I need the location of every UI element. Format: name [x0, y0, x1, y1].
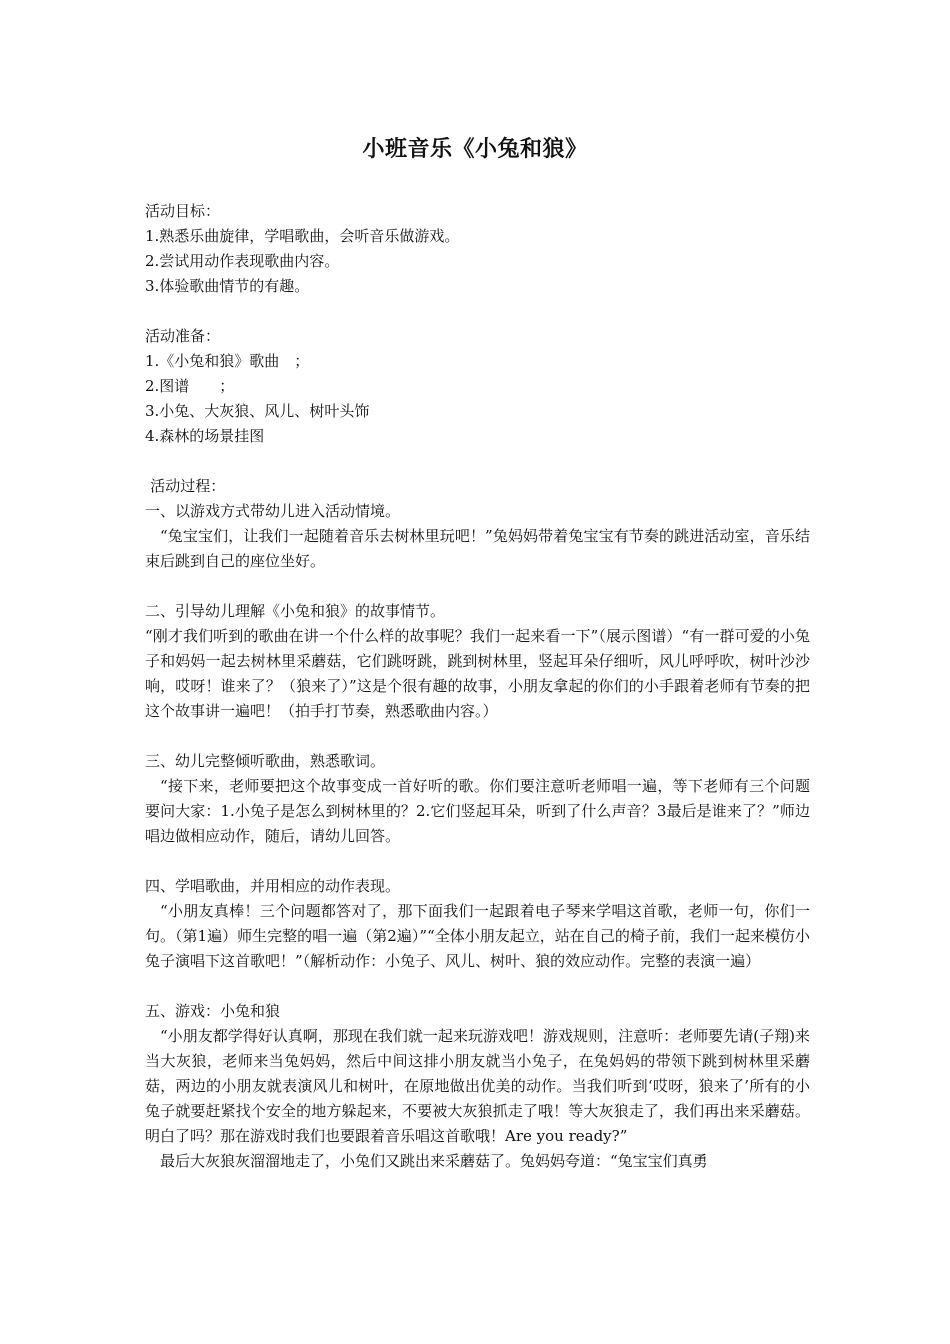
preparation-item: 1.《小兔和狼》歌曲 ； — [145, 352, 310, 370]
section-body: “接下来，老师要把这个故事变成一首好听的歌。你们要注意听老师唱一遍，等下老师有三个问题要问大家：1.小兔子是怎么到树林里的？2.它们竖起耳朵，听到了什么声音？3最后是谁来了？”师边唱边做相应动作，随后，请幼儿回答。 — [145, 777, 810, 845]
spacer — [145, 299, 810, 324]
section-heading: 五、游戏：小兔和狼 — [145, 1002, 281, 1020]
section-heading: 二、引导幼儿理解《小兔和狼》的故事情节。 — [145, 602, 446, 620]
section-closing: 最后大灰狼灰溜溜地走了，小兔们又跳出来采蘑菇了。兔妈妈夸道：“兔宝宝们真勇 — [160, 1152, 708, 1170]
spacer — [145, 974, 810, 999]
goal-item: 2.尝试用动作表现歌曲内容。 — [145, 252, 340, 270]
preparation-item: 3.小兔、大灰狼、风儿、树叶头饰 — [145, 402, 370, 420]
spacer — [145, 449, 810, 474]
section-heading: 一、以游戏方式带幼儿进入活动情境。 — [145, 502, 401, 520]
preparation-item: 2.图谱 ； — [145, 377, 235, 395]
spacer — [145, 574, 810, 599]
goal-item: 1.熟悉乐曲旋律，学唱歌曲，会听音乐做游戏。 — [145, 227, 460, 245]
process-heading: 活动过程： — [150, 477, 226, 495]
section-body: “刚才我们听到的歌曲在讲一个什么样的故事呢？我们一起来看一下”（展示图谱）“有一群可爱的小兔子和妈妈一起去树林里采蘑菇，它们跳呀跳，跳到树林里，竖起耳朵仔细听，风儿呼呼吹，树叶沙沙响，哎呀！谁来了？（狼来了）”这是个很有趣的故事，小朋友拿起的你们的小手跟着老师有节奏的把这个故事讲一遍吧！（拍手打节奏，熟悉歌曲内容。） — [145, 627, 810, 720]
goal-item: 3.体验歌曲情节的有趣。 — [145, 277, 310, 295]
section-heading: 三、幼儿完整倾听歌曲，熟悉歌词。 — [145, 752, 386, 770]
preparation-item: 4.森林的场景挂图 — [145, 427, 265, 445]
section-body: “小朋友都学得好认真啊，那现在我们就一起来玩游戏吧！游戏规则，注意听：老师要先请(子翔)来当大灰狼，老师来当兔妈妈，然后中间这排小朋友就当小兔子，在兔妈妈的带领下跳到树林里采蘑菇，两边的小朋友就表演风儿和树叶，在原地做出优美的动作。当我们听到‘哎呀，狼来了’所有的小兔子就要赶紧找个安全的地方躲起来，不要被大灰狼抓走了哦！等大灰狼走了，我们再出来采蘑菇。明白了吗？那在游戏时我们也要跟着音乐唱这首歌哦！Are you ready?” — [145, 1027, 810, 1145]
section-body: “小朋友真棒！三个问题都答对了，那下面我们一起跟着电子琴来学唱这首歌，老师一句，你们一句。（第1遍）师生完整的唱一遍（第2遍）”“全体小朋友起立，站在自己的椅子前，我们一起来模仿小兔子演唱下这首歌吧！”（解析动作：小兔子、风儿、树叶、狼的效应动作。完整的表演一遍） — [145, 902, 810, 970]
spacer — [145, 724, 810, 749]
preparation-heading: 活动准备： — [145, 327, 221, 345]
goals-heading: 活动目标： — [145, 202, 221, 220]
section-heading: 四、学唱歌曲，并用相应的动作表现。 — [145, 877, 401, 895]
document-title: 小班音乐《小兔和狼》 — [362, 136, 588, 162]
section-body: “兔宝宝们，让我们一起随着音乐去树林里玩吧！”兔妈妈带着兔宝宝有节奏的跳进活动室，音乐结束后跳到自己的座位坐好。 — [145, 527, 810, 570]
document-body — [145, 199, 810, 1174]
spacer — [145, 849, 810, 874]
